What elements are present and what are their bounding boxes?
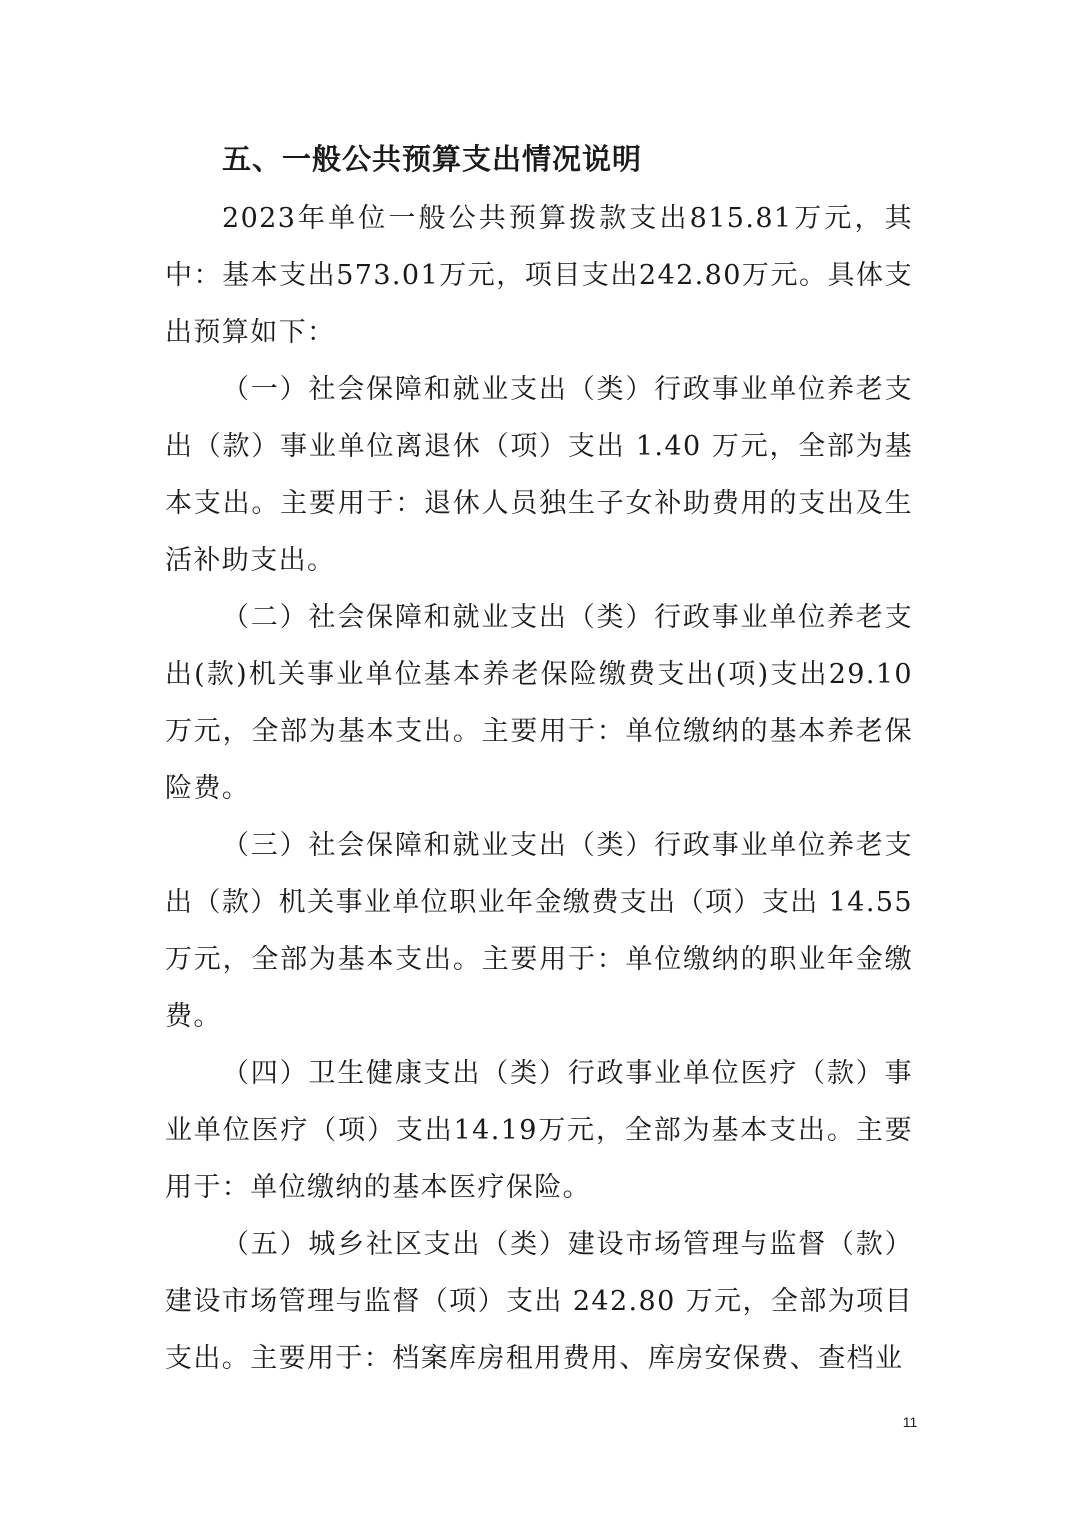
paragraph-item-5: （五）城乡社区支出（类）建设市场管理与监督（款）建设市场管理与监督（项）支出 242.80 万元，全部为项目支出。主要用于：档案库房租用费用、库房安保费、查档业 bbox=[165, 1229, 913, 1374]
body-text bbox=[165, 190, 913, 1387]
paragraph-summary: 2023年单位一般公共预算拨款支出815.81万元，其中：基本支出573.01万元，项目支出242.80万元。具体支出预算如下： bbox=[165, 203, 913, 348]
page-number: 11 bbox=[902, 1414, 918, 1430]
paragraph-item-3: （三）社会保障和就业支出（类）行政事业单位养老支出（款）机关事业单位职业年金缴费支出（项）支出 14.55万元，全部为基本支出。主要用于：单位缴纳的职业年金缴费。 bbox=[165, 830, 913, 1032]
paragraph-item-4: （四）卫生健康支出（类）行政事业单位医疗（款）事业单位医疗（项）支出14.19万元，全部为基本支出。主要用于：单位缴纳的基本医疗保险。 bbox=[165, 1058, 913, 1203]
paragraph-item-2: （二）社会保障和就业支出（类）行政事业单位养老支出(款)机关事业单位基本养老保险缴费支出(项)支出29.10万元，全部为基本支出。主要用于：单位缴纳的基本养老保险费。 bbox=[165, 602, 913, 804]
paragraph-item-1: （一）社会保障和就业支出（类）行政事业单位养老支出（款）事业单位离退休（项）支出 1.40 万元，全部为基本支出。主要用于：退休人员独生子女补助费用的支出及生活补助支出。 bbox=[165, 374, 913, 576]
section-heading: 五、一般公共预算支出情况说明 bbox=[222, 142, 643, 176]
